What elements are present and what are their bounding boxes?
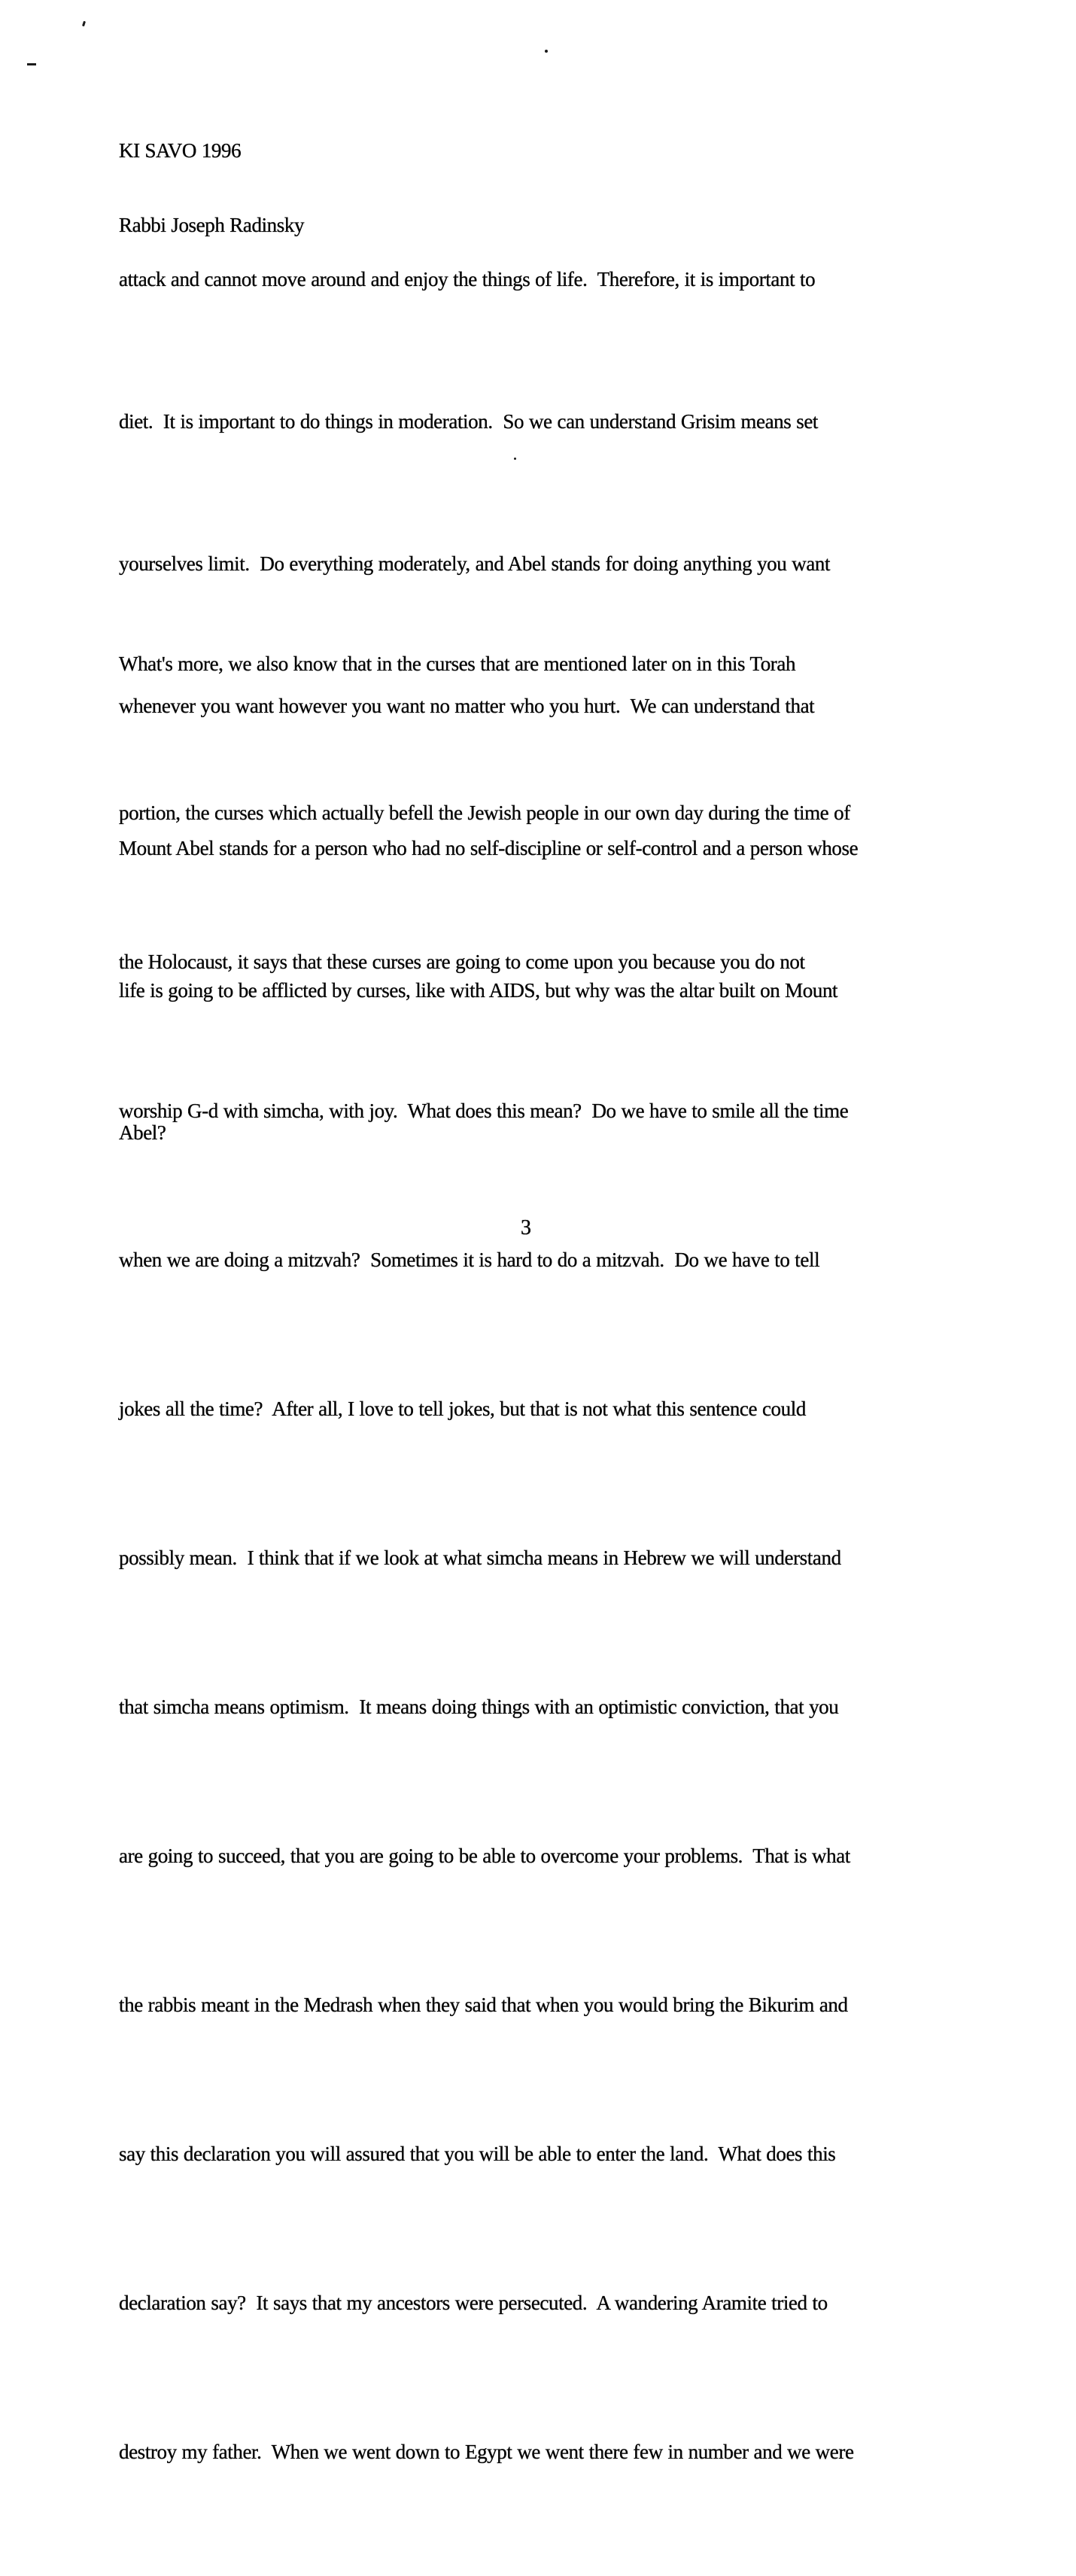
text-line: jokes all the time? After all, I love to tell jokes, but that is not what this sentence could [119, 1397, 806, 1420]
text-line: say this declaration you will assured that you will be able to enter the land. What does this [119, 2143, 836, 2165]
text-line: are going to succeed, that you are going to be able to overcome your problems. That is what [119, 1845, 850, 1867]
text-line: possibly mean. I think that if we look at what simcha means in Hebrew we will understand [119, 1547, 841, 1569]
text-line: the Holocaust, it says that these curses are going to come upon you because you do not [119, 950, 805, 973]
paragraph-2 [119, 540, 854, 2576]
document-author: Rabbi Joseph Radinsky [119, 214, 305, 236]
text-line: attack and cannot move around and enjoy the things of life. Therefore, it is important to [119, 268, 816, 290]
text-line: Mount Abel stands for a person who had no self-discipline or self-control and a person whose [119, 837, 859, 859]
text-line: destroy my father. When we went down to Egypt we went there few in number and we were [119, 2441, 854, 2463]
text-line: life is going to be afflicted by curses, like with AIDS, but why was the altar built on Mount [119, 979, 838, 1002]
text-line: the rabbis meant in the Medrash when they said that when you would bring the Bikurim and [119, 1994, 848, 2016]
text-line: What's more, we also know that in the curses that are mentioned later on in this Torah [119, 652, 796, 675]
text-line: portion, the curses which actually befell the Jewish people in our own day during the time of [119, 801, 850, 824]
text-line: declaration say? It says that my ancestors were persecuted. A wandering Aramite tried to [119, 2292, 828, 2314]
scan-artifact-dash [27, 63, 36, 65]
scan-artifact-tick [82, 21, 86, 27]
scan-artifact-dot-top [545, 50, 548, 53]
text-line: diet. It is important to do things in moderation. So we can understand Grisim means set [119, 410, 819, 433]
text-line: when we are doing a mitzvah? Sometimes it is hard to do a mitzvah. Do we have to tell [119, 1248, 820, 1271]
page-number: 3 [521, 1216, 531, 1239]
text-line: worship G-d with simcha, with joy. What does this mean? Do we have to smile all the time [119, 1099, 849, 1122]
text-line: Abel? [119, 1121, 166, 1144]
text-line: that simcha means optimism. It means doing things with an optimistic conviction, that you [119, 1696, 839, 1718]
document-title: KI SAVO 1996 [119, 139, 242, 162]
text-line: yourselves limit. Do everything moderately, and Abel stands for doing anything you want [119, 552, 831, 575]
text-line: whenever you want however you want no matter who you hurt. We can understand that [119, 695, 815, 717]
